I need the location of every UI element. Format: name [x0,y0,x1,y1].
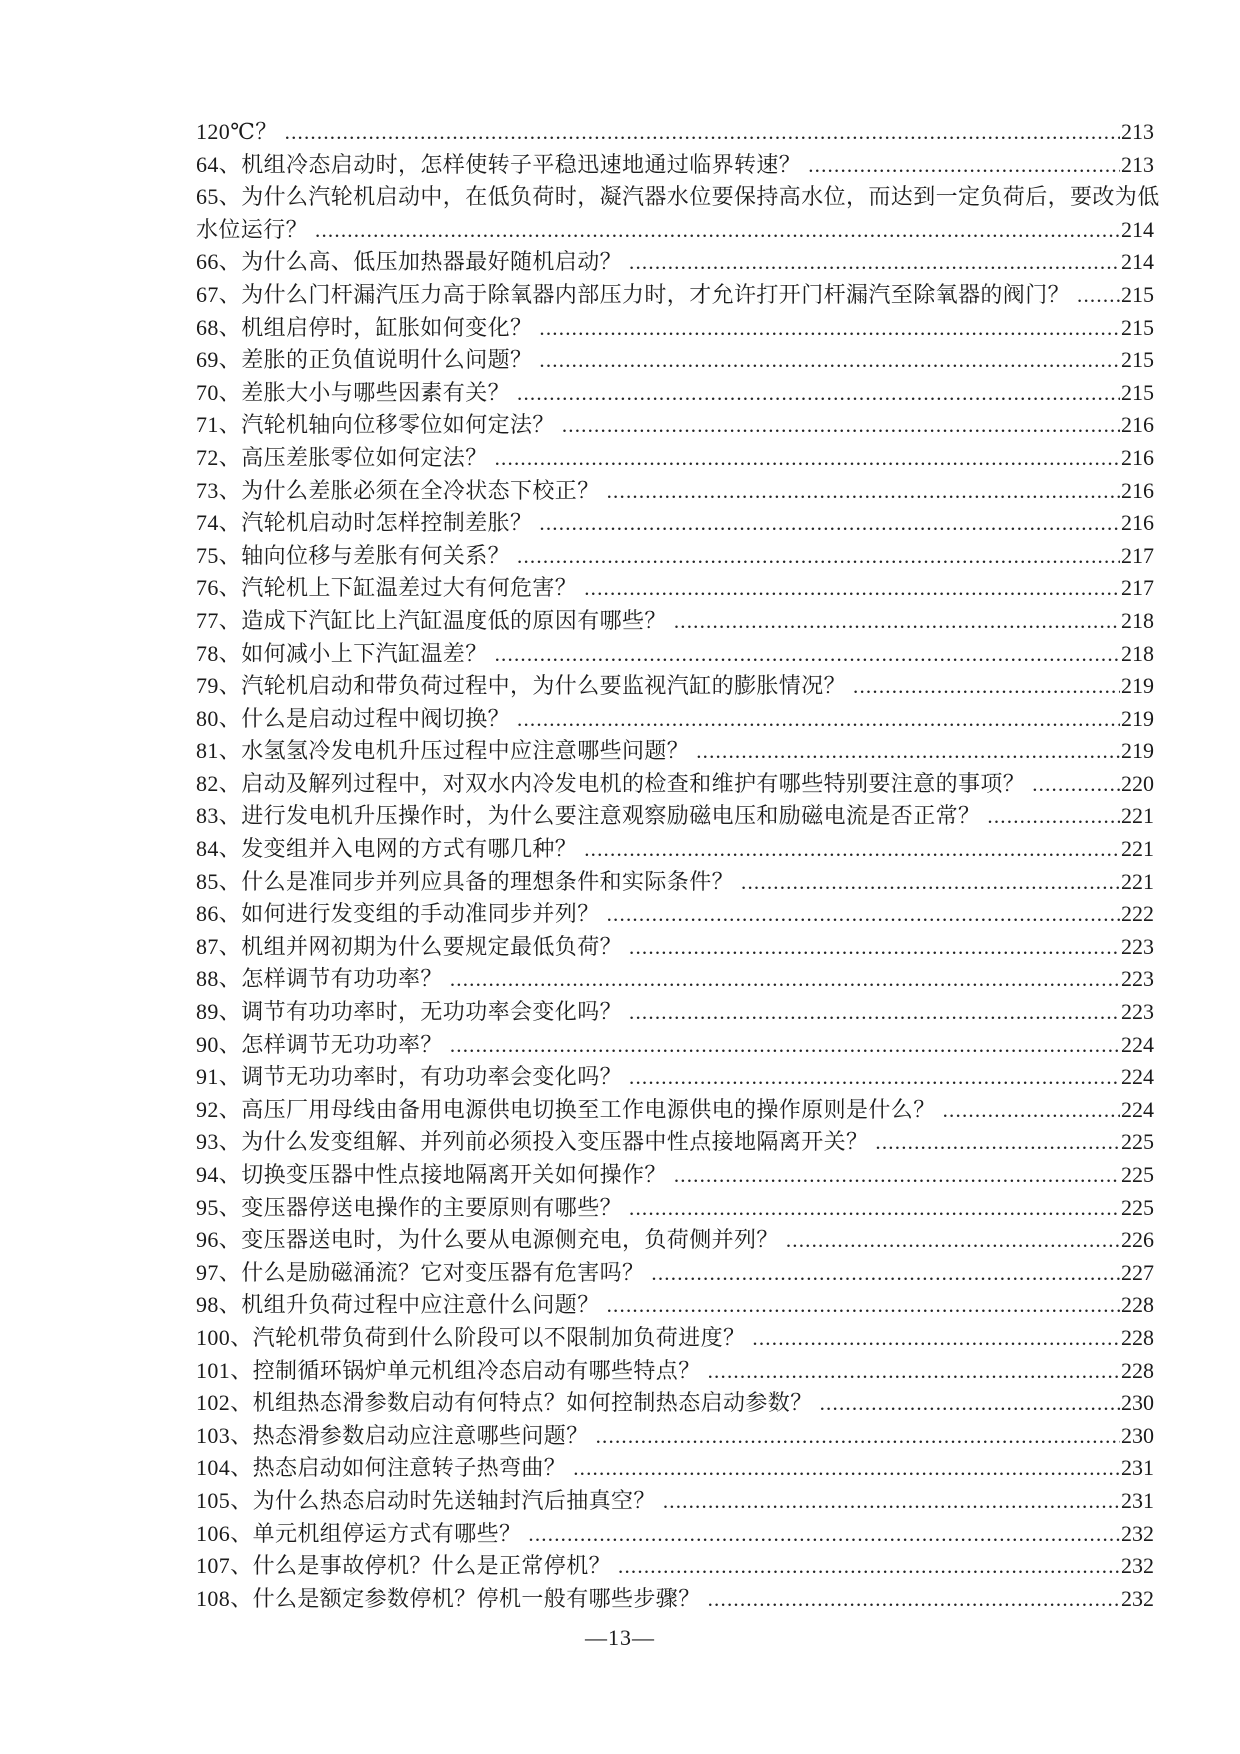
dot-leader [510,377,1120,410]
toc-entry[interactable] [196,735,1154,768]
toc-entry-text: 78、如何减小上下汽缸温差？ [196,640,488,666]
toc-entry-text: 82、启动及解列过程中，对双水内冷发电机的检查和维护有哪些特别要注意的事项？ [196,770,1026,796]
toc-entry-text: 106、单元机组停运方式有哪些？ [196,1520,522,1546]
toc-entry[interactable] [196,1029,1154,1062]
dot-leader [622,246,1120,279]
toc-entry-page-number: 215 [1121,347,1154,373]
toc-entry-text: 96、变压器送电时，为什么要从电源侧充电，负荷侧并列？ [196,1227,779,1253]
toc-entry-text: 105、为什么热态启动时先送轴封汽后抽真空？ [196,1487,656,1513]
dot-leader [600,898,1120,931]
toc-entry-page-number: 221 [1121,836,1154,862]
page-number-footer: —13— [585,1625,655,1650]
toc-entry-text: 79、汽轮机启动和带负荷过程中，为什么要监视汽缸的膨胀情况？ [196,673,847,699]
dot-leader [308,214,1120,247]
toc-entry-page-number: 216 [1121,477,1154,503]
toc-entry-text: 107、什么是事故停机？什么是正常停机？ [196,1553,612,1579]
toc-entry[interactable] [196,409,1154,442]
toc-entry-text: 84、发变组并入电网的方式有哪几种？ [196,836,578,862]
toc-entry[interactable] [196,996,1154,1029]
toc-entry-text: 102、机组热态滑参数启动有何特点？如何控制热态启动参数？ [196,1390,813,1416]
toc-entry[interactable] [196,1583,1154,1616]
toc-entry-page-number: 221 [1121,868,1154,894]
dot-leader [488,638,1120,671]
toc-entry-text: 68、机组启停时，缸胀如何变化？ [196,314,533,340]
dot-leader [278,116,1120,149]
toc-entry-page-number: 223 [1121,999,1154,1025]
toc-entry-page-number: 219 [1121,738,1154,764]
toc-entry[interactable] [196,638,1154,671]
dot-leader [622,996,1120,1029]
toc-entry-page-number: 231 [1121,1455,1154,1481]
toc-entry-page-number: 228 [1121,1357,1154,1383]
dot-leader [532,507,1120,540]
toc-entry[interactable] [196,800,1154,833]
dot-leader [801,149,1120,182]
toc-entry-text: 水位运行？ [196,216,309,242]
toc-entry-text: 72、高压差胀零位如何定法？ [196,444,488,470]
toc-entry[interactable] [196,1192,1154,1225]
dot-leader [611,1550,1120,1583]
dot-leader [589,1420,1120,1453]
toc-entry[interactable] [196,1355,1154,1388]
dot-leader [846,670,1120,703]
toc-entry-page-number: 225 [1121,1162,1154,1187]
toc-entry-page-number: 222 [1121,901,1154,927]
toc-list [196,116,1160,1615]
toc-entry[interactable] [196,1387,1154,1420]
toc-entry-text: 98、机组升负荷过程中应注意什么问题？ [196,1292,600,1318]
toc-entry[interactable] [196,833,1154,866]
toc-entry-text: 85、什么是准同步并列应具备的理想条件和实际条件？ [196,868,735,894]
toc-entry-text: 88、怎样调节有功功率？ [196,966,443,992]
dot-leader [577,833,1120,866]
toc-entry[interactable] [196,1518,1154,1551]
dot-leader [532,312,1120,345]
toc-entry-wrap-text: 65、为什么汽轮机启动中，在低负荷时，凝汽器水位要保持高水位，而达到一定负荷后，要改为低 [196,184,1160,210]
toc-entry-page-number: 225 [1121,1129,1154,1155]
dot-leader [443,1029,1120,1062]
dot-leader [600,1289,1120,1322]
toc-entry-page-number: 224 [1121,1031,1154,1057]
dot-leader [644,1257,1120,1290]
toc-entry-text: 67、为什么门杆漏汽压力高于除氧器内部压力时，才允许打开门杆漏汽至除氧器的阀门？ [196,281,1071,307]
toc-entry-page-number: 226 [1121,1227,1154,1253]
dot-leader [936,1094,1120,1127]
toc-entry-text: 73、为什么差胀必须在全冷状态下校正？ [196,477,600,503]
dot-leader [813,1387,1120,1420]
toc-entry-page-number: 217 [1121,575,1154,601]
toc-entry-page-number: 216 [1121,444,1154,470]
toc-entry-page-number: 232 [1121,1553,1154,1579]
toc-entry-text: 104、热态启动如何注意转子热弯曲？ [196,1455,567,1481]
toc-entry-page-number: 225 [1121,1194,1154,1220]
toc-entry-text: 90、怎样调节无功功率？ [196,1031,443,1057]
toc-entry[interactable] [196,1094,1154,1127]
dot-leader [622,1192,1120,1225]
toc-entry-page-number: 227 [1121,1259,1154,1285]
dot-leader [868,1126,1120,1159]
toc-entry-text: 81、水氢氢冷发电机升压过程中应注意哪些问题？ [196,738,690,764]
dot-leader [510,703,1120,736]
toc-entry-text: 97、什么是励磁涌流？它对变压器有危害吗？ [196,1259,645,1285]
dot-leader [622,931,1120,964]
toc-entry[interactable] [196,1485,1154,1518]
dot-leader [656,1485,1120,1518]
dot-leader [600,475,1120,508]
toc-entry-page-number: 216 [1121,510,1154,536]
toc-entry[interactable] [196,246,1154,279]
dot-leader [667,605,1120,638]
toc-entry[interactable] [196,312,1154,345]
toc-entry[interactable] [196,149,1154,182]
toc-entry-text: 93、为什么发变组解、并列前必须投入变压器中性点接地隔离开关？ [196,1129,869,1155]
dot-leader [745,1322,1120,1355]
toc-entry-text: 71、汽轮机轴向位移零位如何定法？ [196,412,555,438]
toc-entry[interactable] [196,866,1154,899]
toc-entry-text: 70、差胀大小与哪些因素有关？ [196,379,511,405]
dot-leader [488,442,1120,475]
dot-leader [566,1452,1120,1485]
toc-entry-page-number: 213 [1121,151,1154,177]
dot-leader [734,866,1120,899]
toc-entry-page-number: 215 [1121,281,1154,307]
toc-entry[interactable] [196,898,1154,931]
toc-entry-page-number: 219 [1121,673,1154,699]
toc-entry-page-number: 231 [1121,1487,1154,1513]
toc-entry-page-number: 228 [1121,1324,1154,1350]
toc-entry-page-number: 230 [1121,1422,1154,1448]
toc-entry-text: 100、汽轮机带负荷到什么阶段可以不限制加负荷进度？ [196,1324,746,1350]
toc-entry-page-number: 228 [1121,1292,1154,1318]
toc-entry-text: 66、为什么高、低压加热器最好随机启动？ [196,249,623,275]
toc-entry[interactable] [196,605,1154,638]
toc-entry[interactable] [196,1289,1154,1322]
toc-entry-text: 101、控制循环锅炉单元机组冷态启动有哪些特点？ [196,1357,701,1383]
dot-leader [689,735,1120,768]
toc-entry-page-number: 217 [1121,542,1154,568]
toc-entry[interactable] [196,1452,1154,1485]
toc-entry-page-number: 218 [1121,640,1154,666]
toc-entry-text: 75、轴向位移与差胀有何关系？ [196,542,511,568]
toc-entry-page-number: 232 [1121,1585,1154,1611]
toc-entry-text: 77、造成下汽缸比上汽缸温度低的原因有哪些？ [196,607,667,633]
toc-entry-page-number: 215 [1121,314,1154,340]
dot-leader [577,572,1120,605]
dot-leader [622,1061,1120,1094]
toc-entry-page-number: 224 [1121,1096,1154,1122]
toc-entry-text: 103、热态滑参数启动应注意哪些问题？ [196,1422,589,1448]
toc-entry[interactable] [196,572,1154,605]
dot-leader [779,1224,1120,1257]
toc-entry[interactable] [196,1159,1154,1192]
toc-entry-text: 92、高压厂用母线由备用电源供电切换至工作电源供电的操作原则是什么？ [196,1096,936,1122]
toc-entry-page-number: 230 [1121,1390,1154,1416]
dot-leader [1025,768,1120,801]
toc-entry[interactable] [196,1257,1154,1290]
toc-entry-text: 69、差胀的正负值说明什么问题？ [196,347,533,373]
toc-entry-text: 86、如何进行发变组的手动准同步并列？ [196,901,600,927]
toc-entry[interactable] [196,768,1154,801]
toc-entry[interactable] [196,703,1154,736]
toc-entry-page-number: 221 [1121,803,1154,829]
toc-entry-text: 76、汽轮机上下缸温差过大有何危害？ [196,575,578,601]
toc-entry[interactable] [196,1126,1154,1159]
toc-entry-text: 87、机组并网初期为什么要规定最低负荷？ [196,933,623,959]
toc-entry-page-number: 232 [1121,1520,1154,1546]
toc-entry[interactable] [196,540,1154,573]
toc-entry[interactable] [196,931,1154,964]
toc-entry-page-number: 220 [1121,770,1154,796]
dot-leader [510,540,1120,573]
toc-entry-page-number: 218 [1121,607,1154,633]
toc-entry-page-number: 219 [1121,705,1154,731]
toc-entry-page-number: 215 [1121,379,1154,405]
toc-entry[interactable] [196,377,1154,410]
toc-entry[interactable] [196,1224,1154,1257]
toc-entry-page-number: 214 [1121,216,1154,242]
toc-entry-text: 120℃？ [196,119,278,144]
toc-entry-page-number: 224 [1121,1064,1154,1090]
toc-entry-text: 80、什么是启动过程中阀切换？ [196,705,511,731]
toc-entry-text: 108、什么是额定参数停机？停机一般有哪些步骤？ [196,1585,701,1611]
toc-entry[interactable] [196,116,1154,149]
dot-leader [980,800,1120,833]
dot-leader [532,344,1120,377]
toc-entry[interactable] [196,963,1154,996]
toc-entry-page-number: 223 [1121,966,1154,992]
toc-entry-page-number: 216 [1121,412,1154,438]
dot-leader [1070,279,1120,312]
toc-entry[interactable] [196,1420,1154,1453]
toc-entry-text: 95、变压器停送电操作的主要原则有哪些？ [196,1194,623,1220]
toc-entry[interactable] [196,1550,1154,1583]
dot-leader [701,1583,1120,1616]
toc-entry-page-number: 223 [1121,933,1154,959]
toc-entry-text: 89、调节有功功率时，无功功率会变化吗？ [196,999,623,1025]
toc-entry[interactable] [196,442,1154,475]
dot-leader [701,1355,1120,1388]
dot-leader [521,1518,1120,1551]
toc-entry-page-number: 214 [1121,249,1154,275]
toc-entry-text: 94、切换变压器中性点接地隔离开关如何操作？ [196,1162,667,1187]
toc-entry[interactable] [196,670,1154,703]
toc-entry[interactable] [196,475,1154,508]
toc-entry[interactable] [196,344,1154,377]
toc-entry-text: 91、调节无功功率时，有功功率会变化吗？ [196,1064,623,1090]
toc-entry-page-number: 213 [1121,119,1154,144]
toc-entry[interactable] [196,1322,1154,1355]
toc-entry[interactable] [196,279,1154,312]
toc-entry-text: 83、进行发电机升压操作时，为什么要注意观察励磁电压和励磁电流是否正常？ [196,803,981,829]
toc-entry-text: 74、汽轮机启动时怎样控制差胀？ [196,510,533,536]
toc-entry[interactable] [196,1061,1154,1094]
toc-entry[interactable] [196,181,1160,246]
toc-entry[interactable] [196,507,1154,540]
dot-leader [667,1159,1120,1192]
toc-entry-text: 64、机组冷态启动时，怎样使转子平稳迅速地通过临界转速？ [196,151,802,177]
dot-leader [443,963,1120,996]
dot-leader [555,409,1120,442]
